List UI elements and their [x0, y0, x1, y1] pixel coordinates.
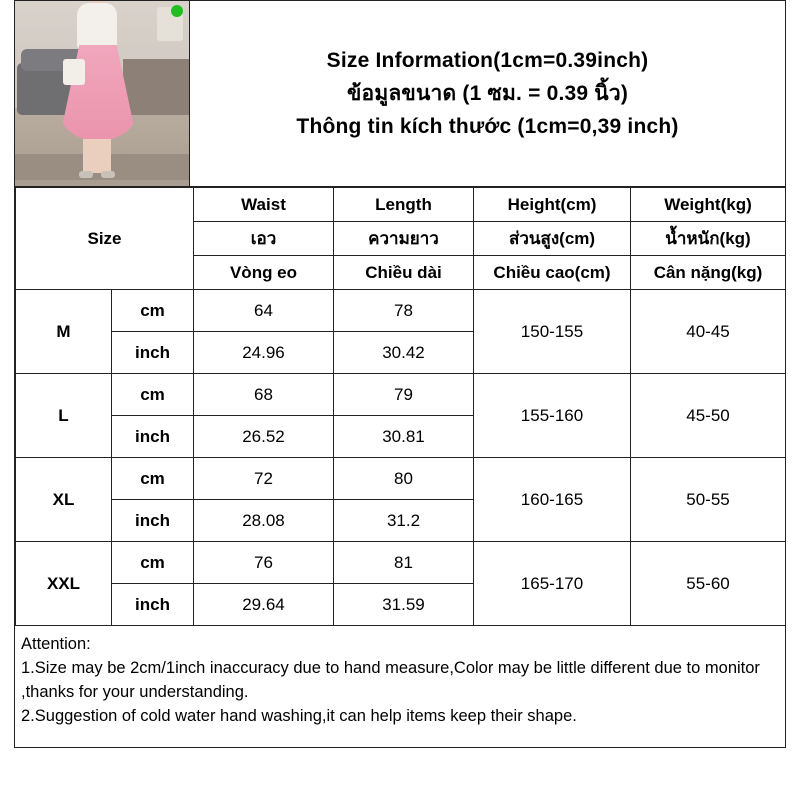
row-size-xl: XL: [16, 458, 112, 542]
photo-handbag: [63, 59, 85, 85]
attention-block: [15, 626, 785, 736]
photo-model-shoe-right: [101, 171, 115, 178]
header-height-en: Height(cm): [474, 188, 631, 222]
header-waist-en: Waist: [194, 188, 334, 222]
attention-line-1: 1.Size may be 2cm/1inch inaccuracy due to hand measure,Color may be little different due to monitor ,thanks for your understanding.: [21, 659, 760, 701]
header-waist-th: เอว: [194, 222, 334, 256]
row-waist-cm-l: 68: [194, 374, 334, 416]
title-line-vi: Thông tin kích thước (1cm=0,39 inch): [296, 115, 679, 138]
row-weight-m: 40-45: [631, 290, 786, 374]
header-length-th: ความยาว: [334, 222, 474, 256]
attention-heading: Attention:: [21, 635, 91, 653]
row-height-xl: 160-165: [474, 458, 631, 542]
title-line-en: Size Information(1cm=0.39inch): [326, 49, 649, 72]
green-dot-icon: [171, 5, 183, 17]
row-unit-inch-xl: inch: [112, 500, 194, 542]
row-size-xxl: XXL: [16, 542, 112, 626]
size-chart-sheet: [14, 0, 786, 748]
row-length-cm-l: 79: [334, 374, 474, 416]
photo-cabinet: [123, 59, 189, 115]
row-unit-cm-m: cm: [112, 290, 194, 332]
photo-model-top: [77, 3, 117, 49]
row-weight-xl: 50-55: [631, 458, 786, 542]
row-length-inch-xxl: 31.59: [334, 584, 474, 626]
row-waist-cm-xxl: 76: [194, 542, 334, 584]
photo-model-legs: [83, 139, 111, 173]
row-weight-xxl: 55-60: [631, 542, 786, 626]
attention-line-2: 2.Suggestion of cold water hand washing,it can help items keep their shape.: [21, 707, 577, 725]
header-weight-th: น้ำหนัก(kg): [631, 222, 786, 256]
header-size-cell: Size: [16, 188, 194, 290]
row-size-m: M: [16, 290, 112, 374]
row-length-inch-m: 30.42: [334, 332, 474, 374]
header-waist-vi: Vòng eo: [194, 256, 334, 290]
row-waist-inch-xl: 28.08: [194, 500, 334, 542]
table-row: [16, 458, 786, 500]
row-waist-cm-m: 64: [194, 290, 334, 332]
row-waist-cm-xl: 72: [194, 458, 334, 500]
photo-model-shoe-left: [79, 171, 93, 178]
header-weight-en: Weight(kg): [631, 188, 786, 222]
row-waist-inch-l: 26.52: [194, 416, 334, 458]
table-header-row-en: [16, 188, 786, 222]
row-height-l: 155-160: [474, 374, 631, 458]
product-photo: [15, 1, 190, 186]
row-unit-inch-l: inch: [112, 416, 194, 458]
row-length-inch-l: 30.81: [334, 416, 474, 458]
row-height-xxl: 165-170: [474, 542, 631, 626]
row-unit-inch-xxl: inch: [112, 584, 194, 626]
header-height-th: ส่วนสูง(cm): [474, 222, 631, 256]
row-weight-l: 45-50: [631, 374, 786, 458]
title-line-th: ข้อมูลขนาด (1 ซม. = 0.39 นิ้ว): [346, 82, 629, 105]
row-height-m: 150-155: [474, 290, 631, 374]
row-length-cm-xxl: 81: [334, 542, 474, 584]
row-waist-inch-m: 24.96: [194, 332, 334, 374]
row-unit-cm-l: cm: [112, 374, 194, 416]
header-weight-vi: Cân nặng(kg): [631, 256, 786, 290]
header-height-vi: Chiều cao(cm): [474, 256, 631, 290]
row-size-l: L: [16, 374, 112, 458]
row-unit-cm-xl: cm: [112, 458, 194, 500]
header: [15, 1, 785, 187]
row-length-cm-m: 78: [334, 290, 474, 332]
row-unit-cm-xxl: cm: [112, 542, 194, 584]
table-row: [16, 374, 786, 416]
size-table: [15, 187, 786, 626]
table-row: [16, 542, 786, 584]
table-row: [16, 290, 786, 332]
header-length-en: Length: [334, 188, 474, 222]
row-waist-inch-xxl: 29.64: [194, 584, 334, 626]
header-length-vi: Chiều dài: [334, 256, 474, 290]
row-length-cm-xl: 80: [334, 458, 474, 500]
title-block: [190, 1, 785, 186]
row-length-inch-xl: 31.2: [334, 500, 474, 542]
row-unit-inch-m: inch: [112, 332, 194, 374]
